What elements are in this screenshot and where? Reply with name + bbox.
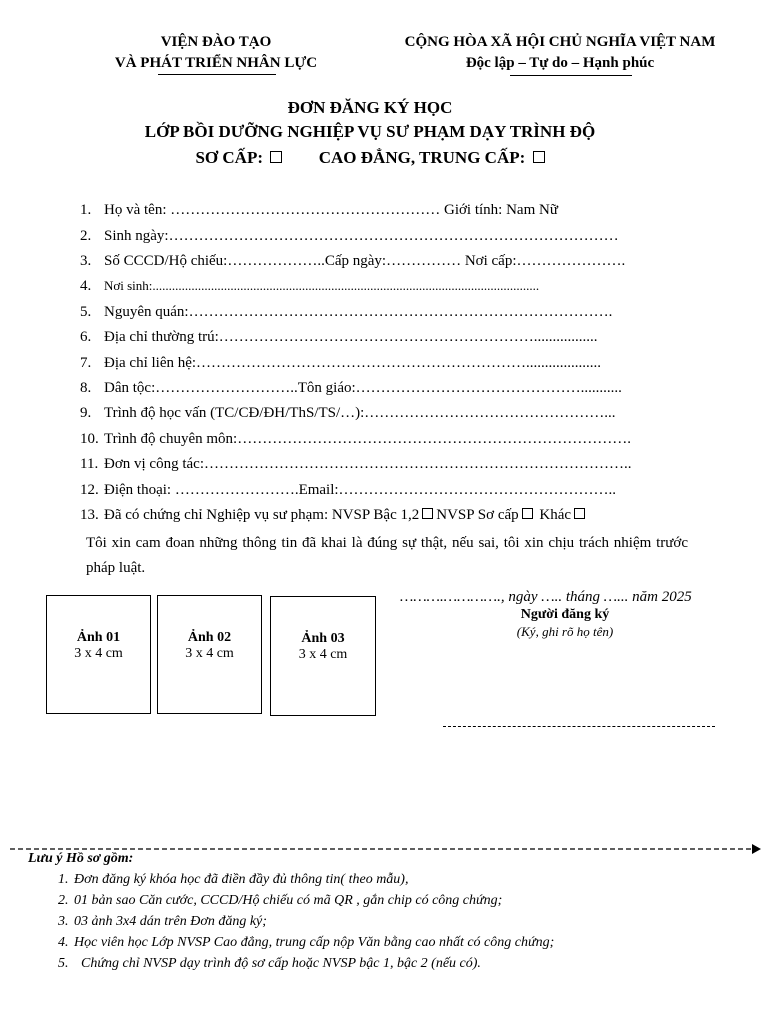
field-row-9[interactable] xyxy=(80,405,616,422)
field-text: Trình độ chuyên môn:……………………………………………………………………. xyxy=(104,431,631,447)
field-number: 3. xyxy=(80,253,92,269)
field-row-2[interactable] xyxy=(80,228,619,245)
notes-title: Lưu ý Hồ sơ gồm: xyxy=(28,851,134,866)
level-options xyxy=(150,148,590,168)
arrow-head-icon xyxy=(752,844,761,854)
field-number: 10. xyxy=(80,431,99,447)
field-text: Địa chỉ liên hệ:………………………………………………………….................... xyxy=(104,355,602,371)
field-text: Nơi sinh:....................................................................................................................... xyxy=(104,278,540,293)
signer-hint: (Ký, ghi rõ họ tên) xyxy=(516,624,614,639)
field-row-8[interactable] xyxy=(80,380,622,397)
field-text: Trình độ học vấn (TC/CĐ/ĐH/ThS/TS/…):…………………………………………... xyxy=(104,405,616,421)
checkbox-so-cap[interactable] xyxy=(270,151,282,163)
photo-label: Ảnh 01 xyxy=(76,630,121,645)
notes-list xyxy=(28,869,554,974)
field-number: 2. xyxy=(80,228,92,244)
signature-line xyxy=(443,726,715,727)
checkbox-khac[interactable] xyxy=(574,508,585,519)
field-row-11[interactable] xyxy=(80,456,632,473)
field-row-3[interactable] xyxy=(80,253,625,270)
field-number: 4. xyxy=(80,278,92,294)
country-name: CỘNG HÒA XÃ HỘI CHỦ NGHĨA VIỆT NAM xyxy=(404,34,716,50)
field-row-1[interactable] xyxy=(80,202,558,219)
photo-box-1 xyxy=(46,595,151,714)
option-khac: Khác xyxy=(539,507,572,523)
national-motto: Độc lập – Tự do – Hạnh phúc xyxy=(465,55,655,71)
list-item: 3. 03 ảnh 3x4 dán trên Đơn đăng ký; xyxy=(72,911,554,932)
field-row-12[interactable] xyxy=(80,482,616,499)
field-row-7[interactable] xyxy=(80,355,601,372)
institute-underline xyxy=(158,74,276,75)
photo-size: 3 x 4 cm xyxy=(74,646,123,661)
photo-box-2 xyxy=(157,595,262,714)
field-text: Đơn vị công tác:………………………………………………………………………….. xyxy=(104,456,632,472)
list-item: 1. Đơn đăng ký khóa học đã điền đầy đủ thông tin( theo mẫu), xyxy=(72,869,554,890)
field-text: Sinh ngày:……………………………………………………………………………… xyxy=(104,228,619,244)
photo-box-3 xyxy=(270,596,376,716)
field-text: Điện thoại: …………………….Email:……………………………………………….. xyxy=(104,482,617,498)
field-row-10[interactable] xyxy=(80,431,631,448)
field-number: 7. xyxy=(80,355,92,371)
field-row-13 xyxy=(80,507,588,524)
field-number: 6. xyxy=(80,329,92,345)
date-line: ……….…………., ngày ….. tháng …... năm 2025 xyxy=(400,589,692,605)
course-title: LỚP BỒI DƯỠNG NGHIỆP VỤ SƯ PHẠM DẠY TRÌNH ĐỘ xyxy=(144,122,596,141)
notes-section xyxy=(28,851,554,974)
field-number: 13. xyxy=(80,507,99,523)
field-row-6[interactable] xyxy=(80,329,598,346)
option-cao-dang-label: CAO ĐẲNG, TRUNG CẤP: xyxy=(318,148,526,167)
field-number: 5. xyxy=(80,304,92,320)
field-number: 9. xyxy=(80,405,92,421)
form-title: ĐƠN ĐĂNG KÝ HỌC xyxy=(287,98,453,117)
field-number: 1. xyxy=(80,202,92,218)
photo-size: 3 x 4 cm xyxy=(298,647,348,662)
photo-label: Ảnh 03 xyxy=(301,631,345,646)
checkbox-nvsp-so-cap[interactable] xyxy=(522,508,533,519)
checkbox-cao-dang[interactable] xyxy=(533,151,545,163)
field-number: 11. xyxy=(80,456,99,472)
photo-size: 3 x 4 cm xyxy=(185,646,234,661)
motto-underline xyxy=(510,75,632,76)
list-item: 4. Học viên học Lớp NVSP Cao đẳng, trung cấp nộp Văn bằng cao nhất có công chứng; xyxy=(72,932,554,953)
field-text: Nguyên quán:…………………………………………………………………………. xyxy=(104,304,613,320)
signer-role: Người đăng ký xyxy=(520,607,610,622)
option-nvsp-so-cap: NVSP Sơ cấp xyxy=(436,507,519,523)
field-row-4[interactable] xyxy=(80,278,539,295)
field-number: 8. xyxy=(80,380,92,396)
list-item: 5. Chứng chỉ NVSP dạy trình độ sơ cấp hoặc NVSP bậc 1, bậc 2 (nếu có). xyxy=(72,953,554,974)
institute-name-line1: VIỆN ĐÀO TẠO xyxy=(160,34,272,50)
field-text: Địa chỉ thường trú:………………………………………………………................. xyxy=(104,329,598,345)
checkbox-nvsp-bac-12[interactable] xyxy=(422,508,433,519)
pledge-text: Tôi xin cam đoan những thông tin đã khai là đúng sự thật, nếu sai, tôi xin chịu trách nhiệm trước pháp luật. xyxy=(86,535,688,576)
list-item: 2. 01 bản sao Căn cước, CCCD/Hộ chiếu có mã QR , gắn chip có công chứng; xyxy=(72,890,554,911)
field-number: 12. xyxy=(80,482,99,498)
certificate-question: Đã có chứng chỉ Nghiệp vụ sư phạm: NVSP Bậc 1,2 xyxy=(104,507,420,523)
field-row-5[interactable] xyxy=(80,304,612,321)
photo-label: Ảnh 02 xyxy=(187,630,232,645)
institute-name-line2: VÀ PHÁT TRIỂN NHÂN LỰC xyxy=(114,55,318,71)
field-text: Dân tộc:………………………..Tôn giáo:………………………………………........... xyxy=(104,380,622,396)
field-text: Họ và tên: ……………………………………………… Giới tính: Nam Nữ xyxy=(104,202,558,218)
option-so-cap-label: SƠ CẤP: xyxy=(195,148,263,167)
field-text: Số CCCD/Hộ chiếu:………………..Cấp ngày:…………… Nơi cấp:…………………. xyxy=(104,253,626,269)
